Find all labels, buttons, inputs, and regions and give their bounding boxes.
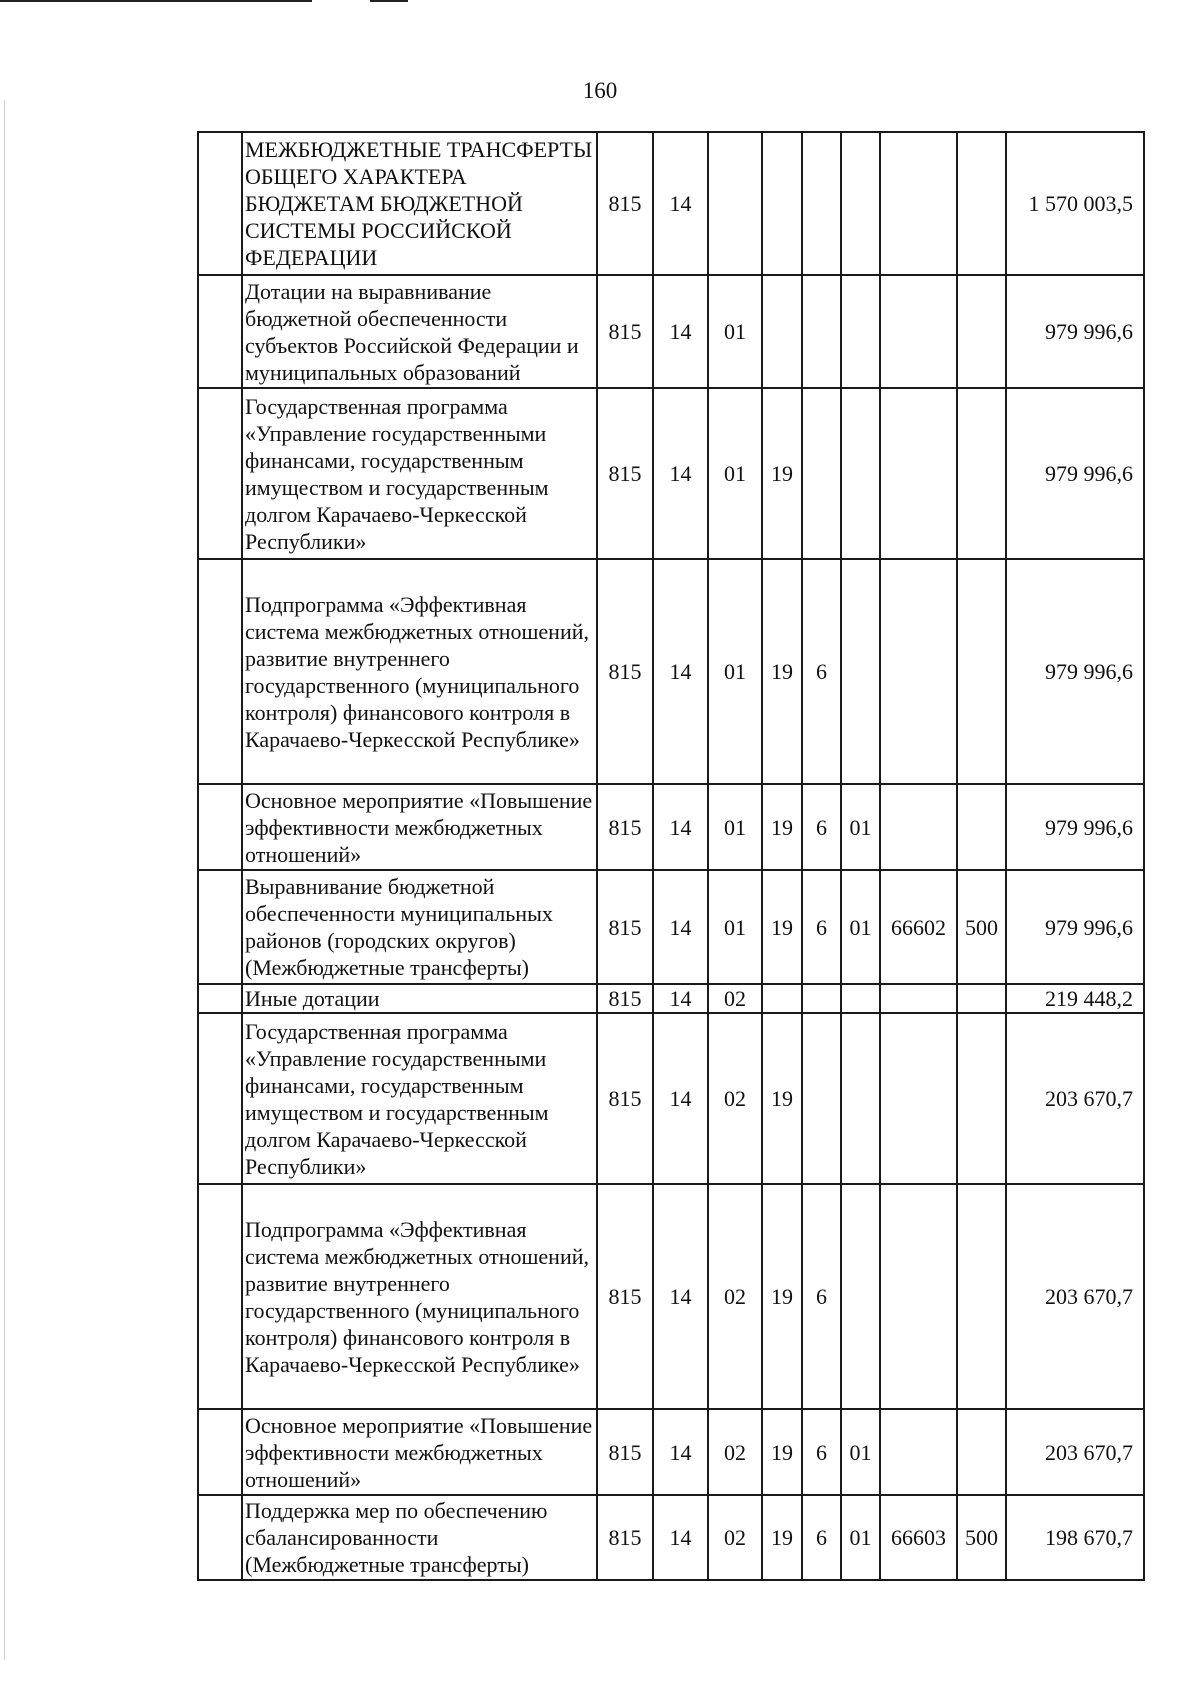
program-code: 19 <box>762 559 802 784</box>
subprogram-code <box>802 984 841 1013</box>
amount: 219 448,2 <box>1006 984 1144 1013</box>
scan-artifact-line <box>0 0 312 2</box>
table-row <box>198 1495 1144 1580</box>
section-code: 14 <box>653 784 708 870</box>
direction-code: 66602 <box>880 870 957 984</box>
subprogram-code: 6 <box>802 1409 841 1495</box>
direction-code <box>880 1409 957 1495</box>
row-name: Выравнивание бюджетной обеспеченности муниципальных районов (городских округов) (Межбюджетные трансферты) <box>242 870 597 984</box>
section-code: 14 <box>653 275 708 388</box>
subsection-code <box>708 132 762 275</box>
amount: 203 670,7 <box>1006 1409 1144 1495</box>
table-row <box>198 275 1144 388</box>
row-name: Основное мероприятие «Повышение эффективности межбюджетных отношений» <box>242 1409 597 1495</box>
expense-type-code <box>957 132 1006 275</box>
row-name: Государственная программа «Управление государственными финансами, государственным имуществом и государственным долгом Карачаево-Черкесской Республики» <box>242 388 597 559</box>
program-code: 19 <box>762 1495 802 1580</box>
empty-cell <box>198 870 242 984</box>
expense-type-code <box>957 1409 1006 1495</box>
subprogram-code <box>802 1013 841 1184</box>
table-row <box>198 1409 1144 1495</box>
subsection-code: 01 <box>708 559 762 784</box>
program-code: 19 <box>762 784 802 870</box>
table-row <box>198 559 1144 784</box>
program-code <box>762 275 802 388</box>
direction-code <box>880 984 957 1013</box>
subprogram-code: 6 <box>802 1184 841 1409</box>
program-code: 19 <box>762 870 802 984</box>
empty-cell <box>198 275 242 388</box>
ministry-code: 815 <box>597 132 653 275</box>
program-code: 19 <box>762 1184 802 1409</box>
amount: 1 570 003,5 <box>1006 132 1144 275</box>
ministry-code: 815 <box>597 984 653 1013</box>
ministry-code: 815 <box>597 388 653 559</box>
amount: 203 670,7 <box>1006 1184 1144 1409</box>
row-name: Основное мероприятие «Повышение эффективности межбюджетных отношений» <box>242 784 597 870</box>
subprogram-code: 6 <box>802 870 841 984</box>
event-code <box>841 132 880 275</box>
amount: 198 670,7 <box>1006 1495 1144 1580</box>
row-name: Подпрограмма «Эффективная система межбюджетных отношений, развитие внутреннего государственного (муниципального контроля) финансового контроля в Карачаево-Черкесской Республике» <box>242 1184 597 1409</box>
direction-code <box>880 388 957 559</box>
subsection-code: 02 <box>708 1409 762 1495</box>
subprogram-code <box>802 132 841 275</box>
table-row <box>198 870 1144 984</box>
section-code: 14 <box>653 984 708 1013</box>
section-code: 14 <box>653 870 708 984</box>
event-code: 01 <box>841 1495 880 1580</box>
expense-type-code: 500 <box>957 870 1006 984</box>
row-name: Дотации на выравнивание бюджетной обеспеченности субъектов Российской Федерации и муниципальных образований <box>242 275 597 388</box>
event-code <box>841 1184 880 1409</box>
program-code <box>762 984 802 1013</box>
ministry-code: 815 <box>597 784 653 870</box>
row-name: Государственная программа «Управление государственными финансами, государственным имуществом и государственным долгом Карачаево-Черкесской Республики» <box>242 1013 597 1184</box>
direction-code: 66603 <box>880 1495 957 1580</box>
section-code: 14 <box>653 132 708 275</box>
subsection-code: 01 <box>708 870 762 984</box>
event-code <box>841 275 880 388</box>
expense-type-code <box>957 784 1006 870</box>
section-code: 14 <box>653 1409 708 1495</box>
event-code: 01 <box>841 870 880 984</box>
ministry-code: 815 <box>597 275 653 388</box>
subsection-code: 01 <box>708 275 762 388</box>
amount: 979 996,6 <box>1006 784 1144 870</box>
empty-cell <box>198 1013 242 1184</box>
subprogram-code: 6 <box>802 1495 841 1580</box>
expense-type-code <box>957 1013 1006 1184</box>
amount: 979 996,6 <box>1006 388 1144 559</box>
ministry-code: 815 <box>597 1184 653 1409</box>
expense-type-code <box>957 984 1006 1013</box>
empty-cell <box>198 1495 242 1580</box>
direction-code <box>880 559 957 784</box>
ministry-code: 815 <box>597 1495 653 1580</box>
row-name: Подпрограмма «Эффективная система межбюджетных отношений, развитие внутреннего государственного (муниципального контроля) финансового контроля в Карачаево-Черкесской Республике» <box>242 559 597 784</box>
scan-artifact-edge <box>4 100 5 1660</box>
scan-artifact-line <box>370 0 408 2</box>
amount: 979 996,6 <box>1006 275 1144 388</box>
empty-cell <box>198 1409 242 1495</box>
page-number: 160 <box>582 78 618 103</box>
subprogram-code: 6 <box>802 559 841 784</box>
table-row <box>198 1013 1144 1184</box>
direction-code <box>880 132 957 275</box>
empty-cell <box>198 388 242 559</box>
subsection-code: 01 <box>708 784 762 870</box>
event-code <box>841 984 880 1013</box>
empty-cell <box>198 784 242 870</box>
table-row <box>198 132 1144 275</box>
amount: 979 996,6 <box>1006 559 1144 784</box>
section-code: 14 <box>653 1184 708 1409</box>
program-code <box>762 132 802 275</box>
section-code: 14 <box>653 559 708 784</box>
expense-type-code <box>957 275 1006 388</box>
empty-cell <box>198 1184 242 1409</box>
row-name: Поддержка мер по обеспечению сбалансированности (Межбюджетные трансферты) <box>242 1495 597 1580</box>
ministry-code: 815 <box>597 1409 653 1495</box>
subprogram-code: 6 <box>802 784 841 870</box>
ministry-code: 815 <box>597 870 653 984</box>
event-code <box>841 1013 880 1184</box>
row-name: Иные дотации <box>242 984 597 1013</box>
budget-table <box>197 131 1145 1581</box>
direction-code <box>880 1013 957 1184</box>
subprogram-code <box>802 275 841 388</box>
amount: 203 670,7 <box>1006 1013 1144 1184</box>
ministry-code: 815 <box>597 559 653 784</box>
table-row <box>198 984 1144 1013</box>
ministry-code: 815 <box>597 1013 653 1184</box>
table-row <box>198 784 1144 870</box>
expense-type-code <box>957 1184 1006 1409</box>
program-code: 19 <box>762 388 802 559</box>
subsection-code: 02 <box>708 1013 762 1184</box>
subsection-code: 02 <box>708 1184 762 1409</box>
section-code: 14 <box>653 1495 708 1580</box>
event-code: 01 <box>841 1409 880 1495</box>
event-code <box>841 388 880 559</box>
amount: 979 996,6 <box>1006 870 1144 984</box>
program-code: 19 <box>762 1013 802 1184</box>
subsection-code: 02 <box>708 984 762 1013</box>
empty-cell <box>198 984 242 1013</box>
section-code: 14 <box>653 1013 708 1184</box>
expense-type-code: 500 <box>957 1495 1006 1580</box>
direction-code <box>880 275 957 388</box>
event-code: 01 <box>841 784 880 870</box>
row-name: МЕЖБЮДЖЕТНЫЕ ТРАНСФЕРТЫ ОБЩЕГО ХАРАКТЕРА БЮДЖЕТАМ БЮДЖЕТНОЙ СИСТЕМЫ РОССИЙСКОЙ ФЕДЕРАЦИИ <box>242 132 597 275</box>
direction-code <box>880 784 957 870</box>
subsection-code: 01 <box>708 388 762 559</box>
section-code: 14 <box>653 388 708 559</box>
direction-code <box>880 1184 957 1409</box>
subprogram-code <box>802 388 841 559</box>
table-row <box>198 388 1144 559</box>
expense-type-code <box>957 559 1006 784</box>
empty-cell <box>198 132 242 275</box>
subsection-code: 02 <box>708 1495 762 1580</box>
event-code <box>841 559 880 784</box>
table-row <box>198 1184 1144 1409</box>
program-code: 19 <box>762 1409 802 1495</box>
empty-cell <box>198 559 242 784</box>
expense-type-code <box>957 388 1006 559</box>
